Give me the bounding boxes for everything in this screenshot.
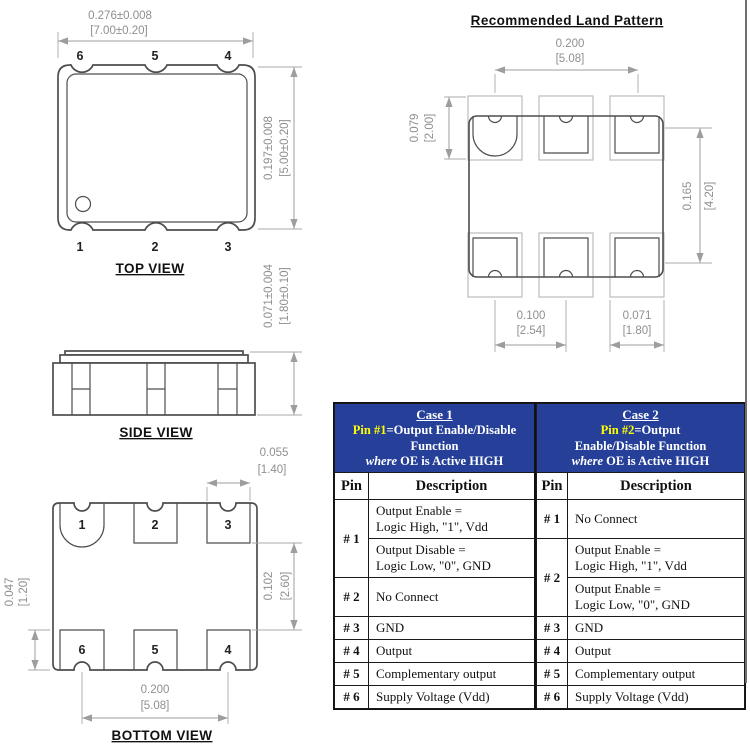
side-view-label: SIDE VIEW: [119, 425, 193, 440]
bv-span-dim-mm: [5.08]: [140, 700, 170, 712]
bv-pad-height-dim-inch: 0.047: [4, 577, 16, 607]
case1-header: Case 1 Pin #1=Output Enable/Disable Function where OE is Active HIGH: [335, 404, 536, 473]
top-view-pin-1: 1: [76, 240, 84, 254]
lp-vspan-dim-inch: 0.165: [682, 181, 694, 211]
top-width-dim-mm: [7.00±0.20]: [90, 25, 148, 37]
bv-row-gap-dim-mm: [2.60]: [280, 571, 292, 601]
case2-pin-highlight: Pin #2: [600, 423, 635, 437]
bottom-view-pin-6: 6: [78, 643, 86, 657]
top-view-package-outline: [58, 65, 255, 230]
side-view-lid: [60, 355, 248, 363]
case2-col-desc: Description: [568, 473, 745, 500]
land-pattern-drawing: [400, 0, 750, 362]
table-row: # 3 GND: [335, 617, 536, 640]
table-row: # 1 No Connect: [537, 500, 745, 539]
case2-table: [536, 403, 745, 709]
table-row: # 1 Output Enable = Logic High, "1", Vdd: [335, 500, 536, 539]
top-width-dim-inch: 0.276±0.008: [88, 10, 152, 22]
case1-col-desc: Description: [369, 473, 536, 500]
table-row: Output Disable = Logic Low, "0", GND: [335, 539, 536, 578]
bv-pad-height-extension-lines: [28, 630, 50, 670]
top-view-pin-3: 3: [224, 240, 232, 254]
bv-pad-width-dim-inch: 0.055: [259, 447, 289, 459]
table-row: # 4 Output: [537, 640, 745, 663]
lp-pad-width-dim-mm: [1.80]: [622, 325, 652, 337]
lp-package-pads: [473, 116, 659, 277]
case1-col-pin: Pin: [335, 473, 369, 500]
table-row: # 2 Output Enable = Logic High, "1", Vdd: [537, 539, 745, 578]
side-height-dim-inch: 0.071±0.004: [263, 264, 275, 328]
pin-function-table: [333, 402, 746, 710]
bottom-view-pin-1: 1: [78, 518, 86, 532]
top-view-pin-2: 2: [151, 240, 159, 254]
lp-pad-height-dim-inch: 0.079: [409, 113, 421, 143]
bottom-view-pin-3: 3: [224, 518, 232, 532]
land-pattern-title: Recommended Land Pattern: [470, 13, 664, 28]
top-view-label: TOP VIEW: [115, 261, 185, 276]
table-row: # 4 Output: [335, 640, 536, 663]
bv-pad-width-extension-lines: [207, 487, 250, 501]
lp-pad-height-extension-lines: [444, 97, 466, 159]
side-height-dim-mm: [1.80±0.10]: [279, 267, 291, 325]
bv-pad-height-dim-mm: [1.20]: [18, 577, 30, 607]
table-row: # 2 No Connect: [335, 578, 536, 617]
table-row: Output Enable = Logic Low, "0", GND: [537, 578, 745, 617]
lp-package-outline: [469, 116, 663, 277]
case2-title: Case 2: [622, 406, 659, 422]
lp-pitch-dim-mm: [2.54]: [516, 325, 546, 337]
lp-span-extension-lines: [495, 74, 638, 93]
top-view-pin-4: 4: [224, 49, 232, 63]
bottom-view-label: BOTTOM VIEW: [111, 728, 213, 743]
top-height-dim-inch: 0.197±0.008: [263, 116, 275, 180]
bv-span-extension-lines: [82, 672, 228, 724]
table-row: # 6 Supply Voltage (Vdd): [537, 686, 745, 709]
land-pads: [468, 96, 664, 297]
page-frame-right-border: [745, 0, 747, 683]
table-row: # 3 GND: [537, 617, 745, 640]
side-view-drawing: [0, 240, 340, 455]
bv-span-dim-inch: 0.200: [140, 684, 170, 696]
top-height-dim-mm: [5.00±0.20]: [279, 119, 291, 177]
table-row: # 5 Complementary output: [537, 663, 745, 686]
lp-span-dim-inch: 0.200: [555, 38, 585, 50]
bottom-view-pin-4: 4: [224, 643, 232, 657]
lp-span-dim-mm: [5.08]: [555, 53, 585, 65]
case2-header: Case 2 Pin #2=Output Enable/Disable Function where OE is Active HIGH: [537, 404, 745, 473]
top-view-pin-6: 6: [76, 49, 84, 63]
lp-pitch-dim-inch: 0.100: [516, 310, 546, 322]
case1-title: Case 1: [416, 406, 453, 422]
lp-pad-width-dim-inch: 0.071: [622, 310, 652, 322]
bottom-view-pin-5: 5: [151, 643, 159, 657]
case1-pin-highlight: Pin #1: [352, 423, 387, 437]
case2-col-pin: Pin: [537, 473, 568, 500]
lp-vspan-dim-mm: [4.20]: [704, 181, 716, 211]
bottom-view-drawing: [0, 440, 340, 750]
case1-table: [334, 403, 536, 709]
table-row: # 6 Supply Voltage (Vdd): [335, 686, 536, 709]
bv-pad-width-dim-mm: [1.40]: [257, 464, 287, 476]
table-row: # 5 Complementary output: [335, 663, 536, 686]
top-view-pin-5: 5: [151, 49, 159, 63]
bv-row-gap-dim-inch: 0.102: [263, 571, 275, 601]
bottom-view-pin-2: 2: [151, 518, 159, 532]
lp-pad-height-dim-mm: [2.00]: [424, 113, 436, 143]
